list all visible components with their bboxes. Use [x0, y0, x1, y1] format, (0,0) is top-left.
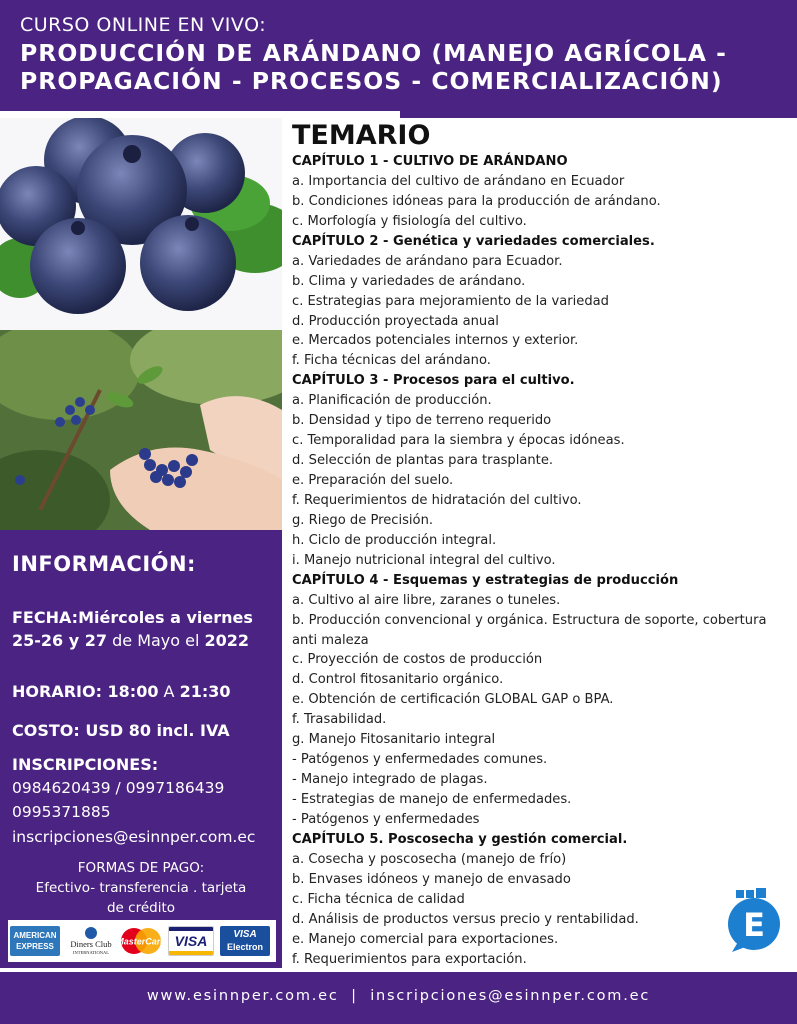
- payment-methods-line1: Efectivo- transferencia . tarjeta: [35, 880, 247, 896]
- chapter-heading: CAPÍTULO 1 - CULTIVO DE ARÁNDANO: [292, 154, 568, 169]
- syllabus-item: d. Análisis de productos versus precio y rentabilidad.: [292, 911, 639, 927]
- syllabus-title: TEMARIO: [292, 120, 431, 151]
- syllabus-item: i. Manejo nutricional integral del cultivo.: [292, 552, 556, 568]
- course-title-line2: PROPAGACIÓN - PROCESOS - COMERCIALIZACIÓN): [20, 67, 723, 95]
- course-subtitle: CURSO ONLINE EN VIVO:: [20, 14, 267, 36]
- syllabus-item: b. Producción convencional y orgánica. Estructura de soporte, cobertura anti maleza: [292, 612, 767, 648]
- footer-bar: [0, 972, 797, 1024]
- diners-card-icon: [66, 926, 116, 956]
- visa-electron-bottom: Electron: [226, 942, 263, 952]
- course-title-line1: PRODUCCIÓN DE ARÁNDANO (MANEJO AGRÍCOLA -: [20, 39, 727, 67]
- mastercard-icon: [116, 926, 166, 956]
- syllabus-item: d. Selección de plantas para trasplante.: [292, 453, 554, 469]
- date-month: de Mayo el: [107, 631, 205, 650]
- syllabus-item: b. Condiciones idóneas para la producción de arándano.: [292, 193, 661, 209]
- date-label: FECHA:Miércoles a viernes: [12, 608, 253, 627]
- blueberries-photo: [0, 118, 282, 330]
- syllabus-item: f. Trasabilidad.: [292, 712, 387, 728]
- syllabus-item: - Patógenos y enfermedades comunes.: [292, 752, 548, 768]
- syllabus-item: b. Envases idóneos y manejo de envasado: [292, 871, 571, 887]
- visa-electron-top: VISA: [233, 929, 257, 940]
- syllabus-list: [292, 152, 787, 969]
- syllabus-item: e. Mercados potenciales internos y exterior.: [292, 333, 579, 349]
- syllabus-item: g. Riego de Precisión.: [292, 512, 434, 528]
- phone-numbers: 0984620439 / 0997186439: [12, 779, 225, 797]
- syllabus-item: e. Manejo comercial para exportaciones.: [292, 931, 559, 947]
- harvest-photo: [0, 330, 282, 530]
- payment-cards: [8, 920, 276, 962]
- footer-separator: |: [351, 988, 358, 1004]
- information-panel: [0, 530, 282, 968]
- date-value: [12, 631, 249, 650]
- esinnper-logo-icon: [722, 888, 782, 954]
- syllabus-item: - Patógenos y enfermedades: [292, 811, 480, 827]
- syllabus-item: d. Control fitosanitario orgánico.: [292, 672, 504, 688]
- phone-number-2: 0995371885: [12, 803, 111, 821]
- syllabus-item: h. Ciclo de producción integral.: [292, 532, 497, 548]
- footer-website-link[interactable]: www.esinnper.com.ec: [146, 988, 339, 1004]
- info-title: INFORMACIÓN:: [12, 552, 196, 576]
- date-year: 2022: [204, 631, 250, 650]
- syllabus-item: a. Importancia del cultivo de arándano en Ecuador: [292, 173, 625, 189]
- chapter-heading: CAPÍTULO 2 - Genética y variedades comerciales.: [292, 233, 655, 249]
- syllabus-item: e. Obtención de certificación GLOBAL GAP o BPA.: [292, 692, 614, 708]
- syllabus-item: b. Densidad y tipo de terreno requerido: [292, 413, 552, 429]
- syllabus-item: a. Cultivo al aire libre, zaranes o tuneles.: [292, 592, 561, 608]
- syllabus-item: - Manejo integrado de plagas.: [292, 772, 488, 788]
- payment-title: FORMAS DE PAGO:: [77, 860, 205, 876]
- logo-letter: E: [743, 906, 765, 944]
- visa-electron-card-icon: [220, 926, 270, 956]
- syllabus-item: c. Estrategias para mejoramiento de la variedad: [292, 293, 609, 309]
- course-title: [20, 39, 727, 95]
- amex-line1: AMERICAN: [13, 931, 57, 940]
- syllabus-item: c. Ficha técnica de calidad: [292, 891, 465, 907]
- syllabus-item: f. Requerimientos para exportación.: [292, 951, 527, 967]
- schedule-start: HORARIO: 18:00: [12, 682, 159, 701]
- syllabus-item: c. Temporalidad para la siembra y épocas idóneas.: [292, 433, 625, 449]
- header-divider: [0, 111, 400, 118]
- schedule-separator: A: [158, 682, 180, 701]
- registration-email: inscripciones@esinnper.com.ec: [12, 828, 256, 846]
- footer-contact: [0, 988, 797, 1004]
- diners-line2: INTERNATIONAL: [73, 950, 109, 955]
- amex-line2: EXPRESS: [16, 942, 54, 951]
- syllabus-item: g. Manejo Fitosanitario integral: [292, 732, 496, 748]
- cost: COSTO: USD 80 incl. IVA: [12, 721, 230, 740]
- chapter-heading: CAPÍTULO 3 - Procesos para el cultivo.: [292, 373, 575, 389]
- header-banner: [0, 0, 797, 118]
- schedule-end: 21:30: [179, 682, 231, 701]
- syllabus-item: d. Producción proyectada anual: [292, 313, 499, 329]
- amex-card-icon: [10, 926, 60, 956]
- syllabus-item: f. Requerimientos de hidratación del cultivo.: [292, 492, 582, 508]
- syllabus-item: a. Cosecha y poscosecha (manejo de frío): [292, 851, 567, 867]
- date-days: 25-26 y 27: [12, 631, 108, 650]
- syllabus-item: f. Ficha técnicas del arándano.: [292, 353, 491, 369]
- payment-methods-line2: de crédito: [106, 900, 176, 916]
- chapter-heading: CAPÍTULO 5. Poscosecha y gestión comercial.: [292, 831, 628, 847]
- footer-email-link[interactable]: inscripciones@esinnper.com.ec: [370, 988, 651, 1004]
- syllabus-item: a. Planificación de producción.: [292, 393, 492, 409]
- syllabus-item: e. Preparación del suelo.: [292, 473, 454, 488]
- diners-line1: Diners Club: [70, 939, 112, 949]
- syllabus-item: b. Clima y variedades de arándano.: [292, 273, 526, 289]
- chapter-heading: CAPÍTULO 4 - Esquemas y estrategias de producción: [292, 572, 679, 588]
- mastercard-label: MasterCard: [116, 936, 166, 947]
- visa-label: VISA: [174, 933, 208, 949]
- syllabus-item: c. Proyección de costos de producción: [292, 652, 543, 668]
- syllabus-item: c. Morfología y fisiología del cultivo.: [292, 213, 527, 229]
- syllabus-item: a. Variedades de arándano para Ecuador.: [292, 253, 563, 269]
- schedule: [12, 682, 231, 701]
- visa-card-icon: [168, 926, 214, 956]
- registration-label: INSCRIPCIONES:: [12, 755, 159, 774]
- syllabus-item: - Estrategias de manejo de enfermedades.: [292, 792, 572, 808]
